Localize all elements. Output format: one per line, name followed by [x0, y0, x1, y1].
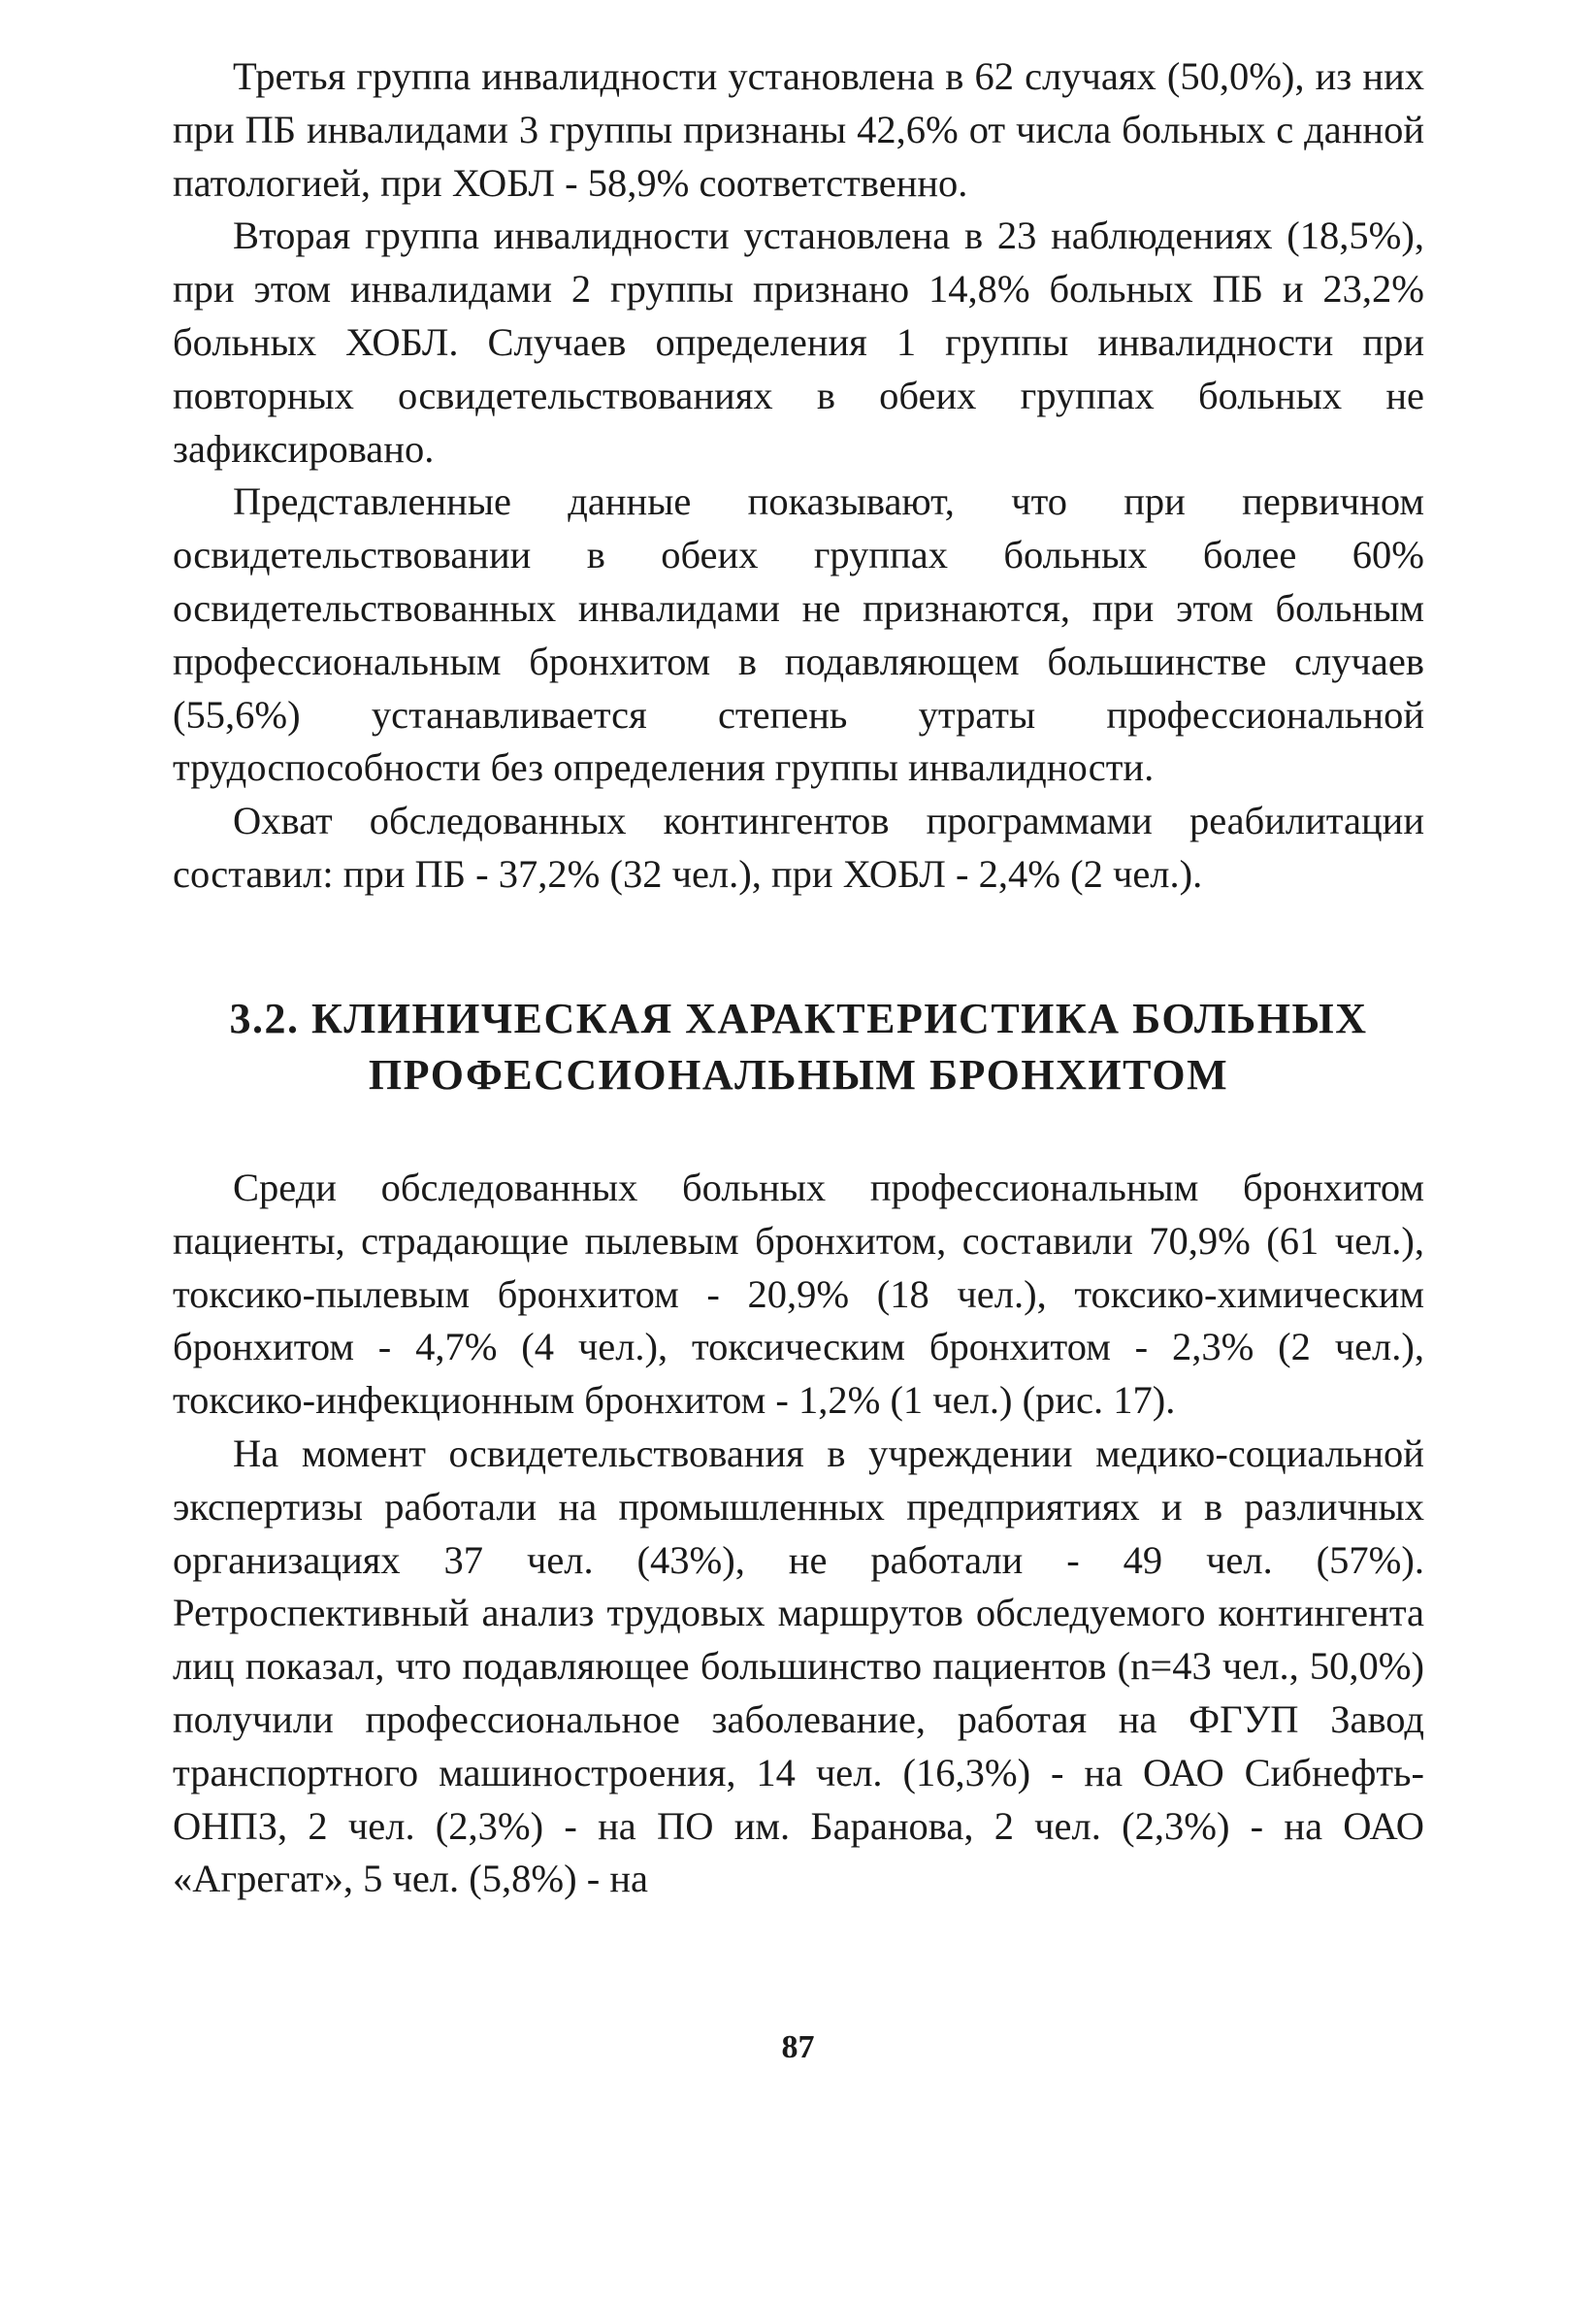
body-text-bottom [173, 1162, 1424, 1906]
page-number: 87 [781, 2029, 815, 2065]
section-heading [173, 991, 1424, 1103]
paragraph-disability-group-2: Вторая группа инвалидности установлена в 23 наблюдениях (18,5%), при этом инвалидами 2 группы признано 14,8% больных ПБ и 23,2% больных ХОБЛ. Случаев определения 1 группы инвалидности при повторных освидетельствованиях в обеих группах больных не зафиксировано. [173, 214, 1424, 471]
paragraph-bronchitis-types: Среди обследованных больных профессиональным бронхитом пациенты, страдающие пылевым бронхитом, составили 70,9% (61 чел.), токсико-пылевым бронхитом - 20,9% (18 чел.), токсико-химическим бронхитом - 4,7% (4 чел.), токсическим бронхитом - 2,3% (2 чел.), токсико-инфекционным бронхитом - 1,2% (1 чел.) (рис. 17). [173, 1166, 1424, 1423]
paragraph-rehabilitation-coverage: Охват обследованных контингентов программами реабилитации составил: при ПБ - 37,2% (32 чел.), при ХОБЛ - 2,4% (2 чел.). [173, 799, 1424, 896]
paragraph-disability-group-3: Третья группа инвалидности установлена в 62 случаях (50,0%), из них при ПБ инвалидами 3 группы признаны 42,6% от числа больных с данной патологией, при ХОБЛ - 58,9% соответственно. [173, 54, 1424, 205]
paragraph-employment-routes: На момент освидетельствования в учреждении медико-социальной экспертизы работали на промышленных предприятиях и в различных организациях 37 чел. (43%), не работали - 49 чел. (57%). Ретроспективный анализ трудовых маршрутов обследуемого контингента лиц показал, что подавляющее большинство пациентов (n=43 чел., 50,0%) получили профессиональное заболевание, работая на ФГУП Завод транспортного машиностроения, 14 чел. (16,3%) - на ОАО Сибнефть-ОНПЗ, 2 чел. (2,3%) - на ПО им. Баранова, 2 чел. (2,3%) - на ОАО «Агрегат», 5 чел. (5,8%) - на [173, 1431, 1424, 1901]
paragraph-primary-examination: Представленные данные показывают, что при первичном освидетельствовании в обеих группах больных более 60% освидетельствованных инвалидами не признаются, при этом больным профессиональным бронхитом в подавляющем большинстве случаев (55,6%) устанавливается степень утраты профессиональной трудоспособности без определения группы инвалидности. [173, 479, 1424, 790]
section-heading-line-1: 3.2. КЛИНИЧЕСКАЯ ХАРАКТЕРИСТИКА БОЛЬНЫХ [229, 995, 1368, 1042]
body-text-top [173, 50, 1424, 902]
section-heading-line-2: ПРОФЕССИОНАЛЬНЫМ БРОНХИТОМ [368, 1051, 1229, 1099]
